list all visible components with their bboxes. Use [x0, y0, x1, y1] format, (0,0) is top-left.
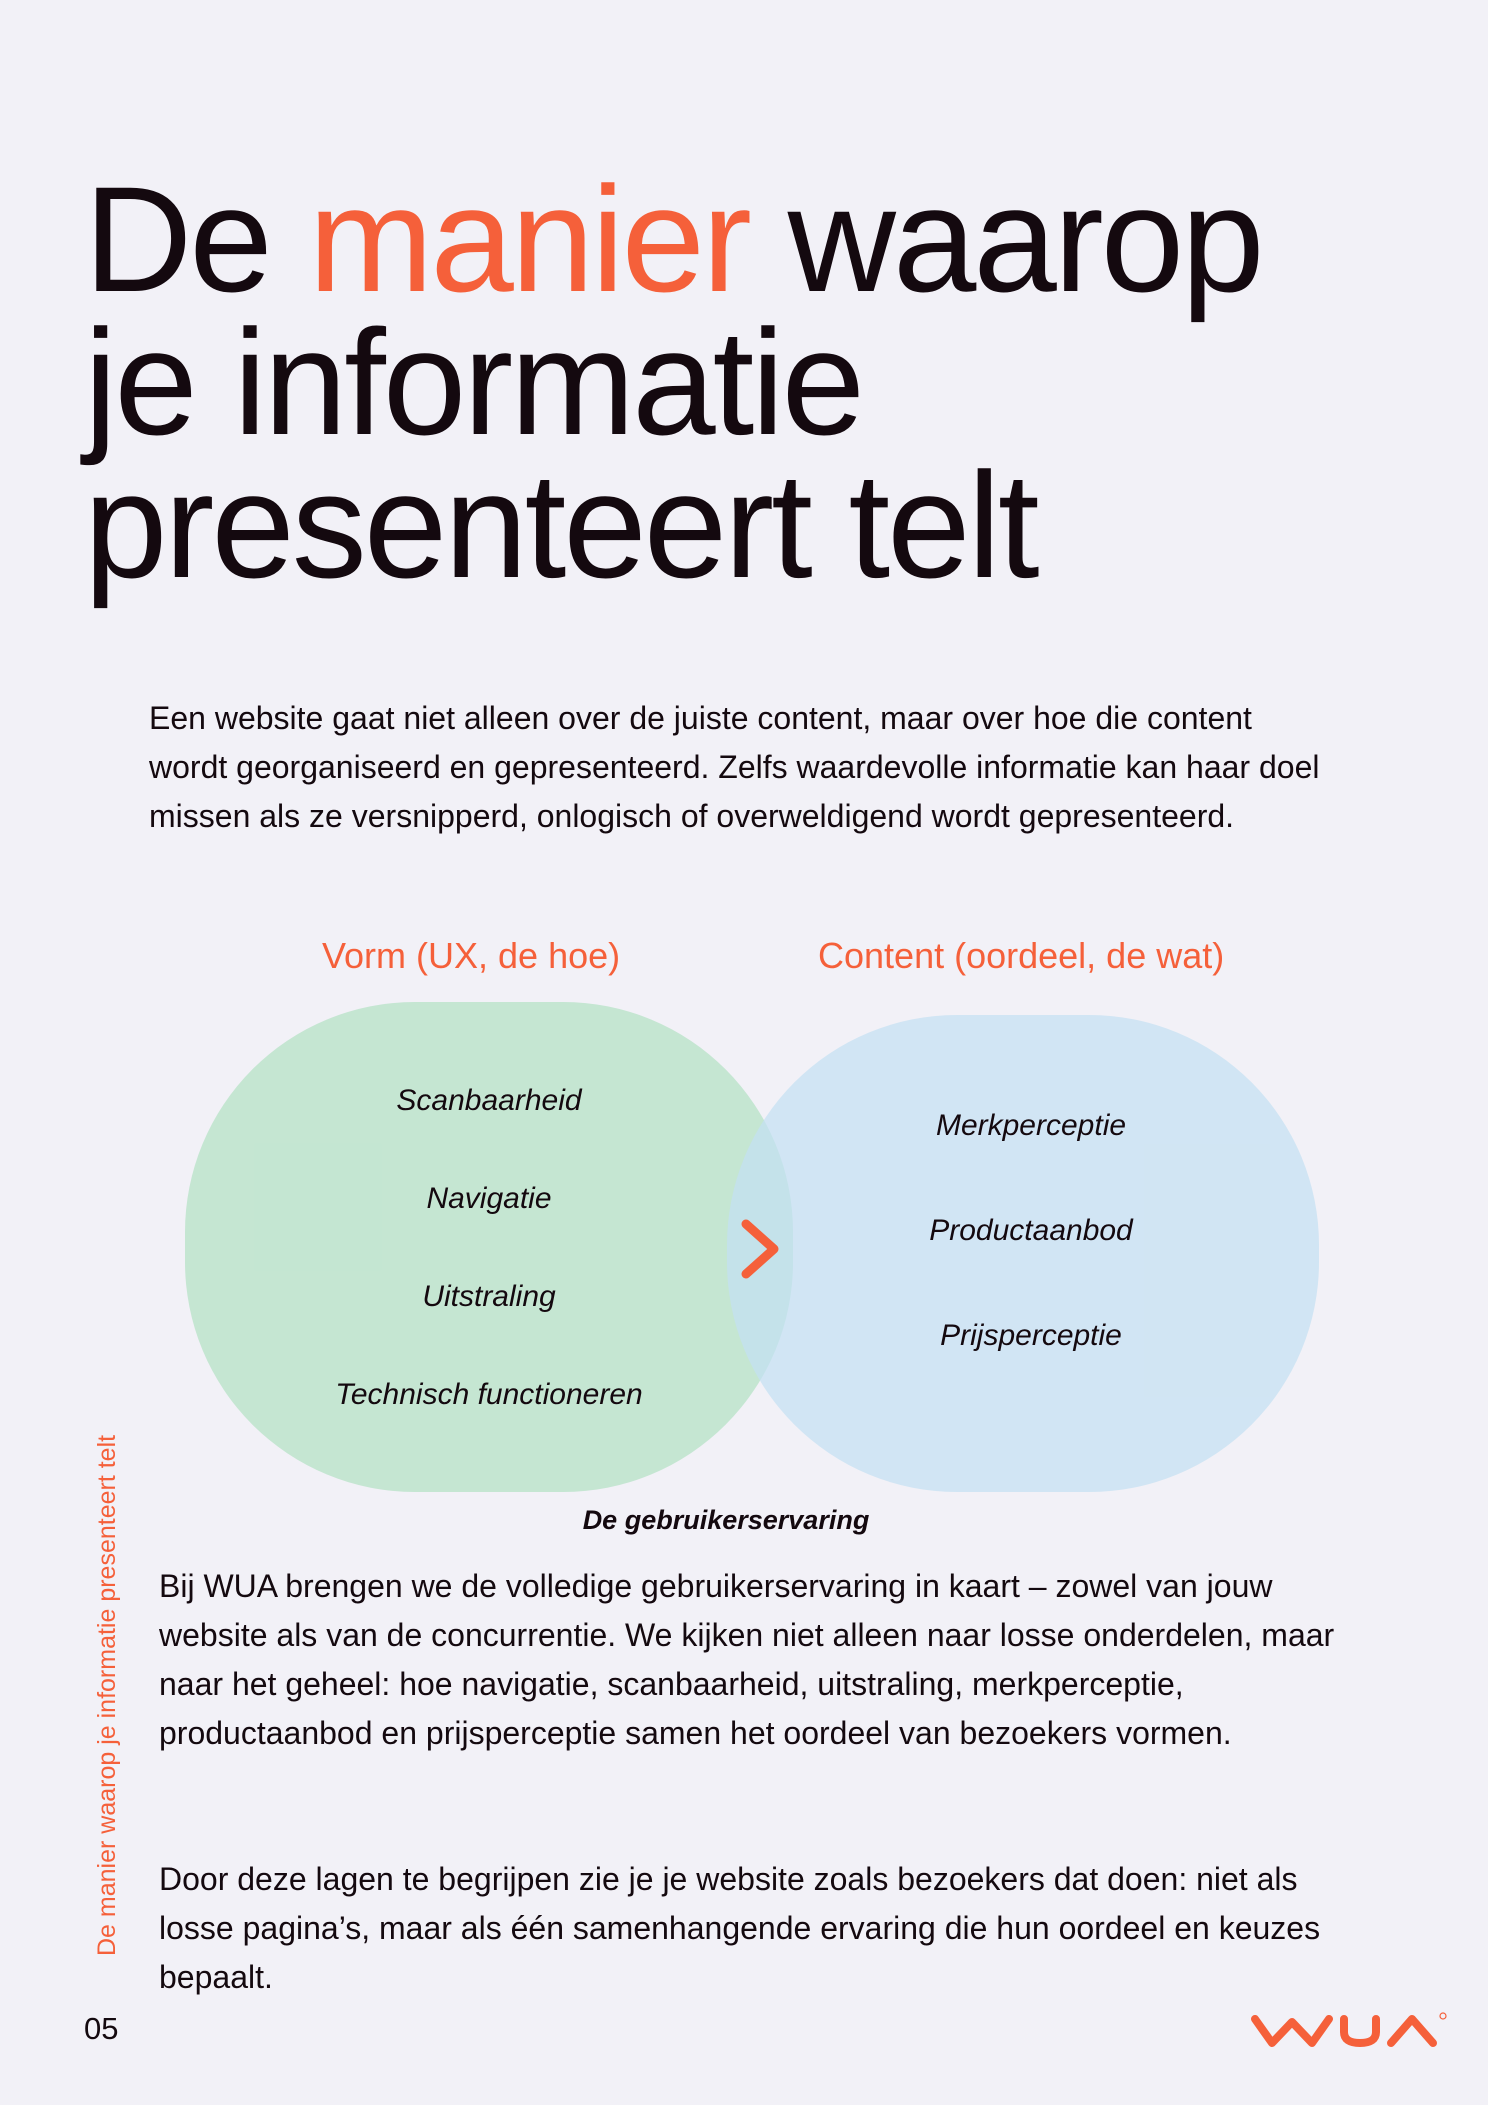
- chevron-right-icon: [738, 1218, 784, 1280]
- title-prefix: De: [84, 155, 309, 323]
- page-title: [84, 155, 1384, 609]
- venn-heading-right: Content (oordeel, de wat): [818, 935, 1225, 976]
- title-line-3: presenteert telt: [84, 441, 1037, 609]
- wua-logo: [1250, 2010, 1450, 2052]
- side-running-title: De manier waarop je informatie presenteert telt: [93, 1434, 121, 1956]
- venn-item-left: Scanbaarheid: [396, 1084, 582, 1117]
- title-line-2: je informatie: [84, 298, 863, 466]
- venn-heading-left: Vorm (UX, de hoe): [322, 935, 621, 976]
- venn-shape-content: [727, 1015, 1319, 1492]
- venn-item-left: Technisch functioneren: [335, 1378, 643, 1411]
- intro-paragraph: Een website gaat niet alleen over de juiste content, maar over hoe die content wordt georganiseerd en gepresenteerd. Zelfs waardevolle informatie kan haar doel missen als ze versnipperd, onlogisch of overweldigend wordt gepresenteerd.: [149, 700, 1320, 834]
- title-line-1: [84, 155, 1384, 323]
- body-paragraph-1: Bij WUA brengen we de volledige gebruikerservaring in kaart – zowel van jouw website als van de concurrentie. We kijken niet alleen naar losse onderdelen, maar naar het geheel: hoe navigatie, scanbaarheid, uitstraling, merkperceptie, productaanbod en prijsperceptie samen het oordeel van bezoekers vormen.: [159, 1568, 1335, 1751]
- venn-item-left: Uitstraling: [422, 1280, 556, 1313]
- venn-item-right: Merkperceptie: [935, 1109, 1127, 1142]
- venn-item-right: Productaanbod: [929, 1214, 1133, 1247]
- page-number: 05: [84, 2011, 119, 2046]
- body-paragraph-2: Door deze lagen te begrijpen zie je je website zoals bezoekers dat doen: niet als losse pagina’s, maar als één samenhangende ervaring die hun oordeel en keuzes bepaalt.: [159, 1861, 1321, 1995]
- title-accent-word: manier: [308, 155, 749, 323]
- venn-item-left: Navigatie: [426, 1182, 552, 1215]
- venn-caption: De gebruikerservaring: [582, 1505, 870, 1535]
- venn-shape-vorm: [185, 1002, 793, 1492]
- title-suffix: waarop: [748, 155, 1262, 323]
- venn-item-right: Prijsperceptie: [940, 1319, 1122, 1352]
